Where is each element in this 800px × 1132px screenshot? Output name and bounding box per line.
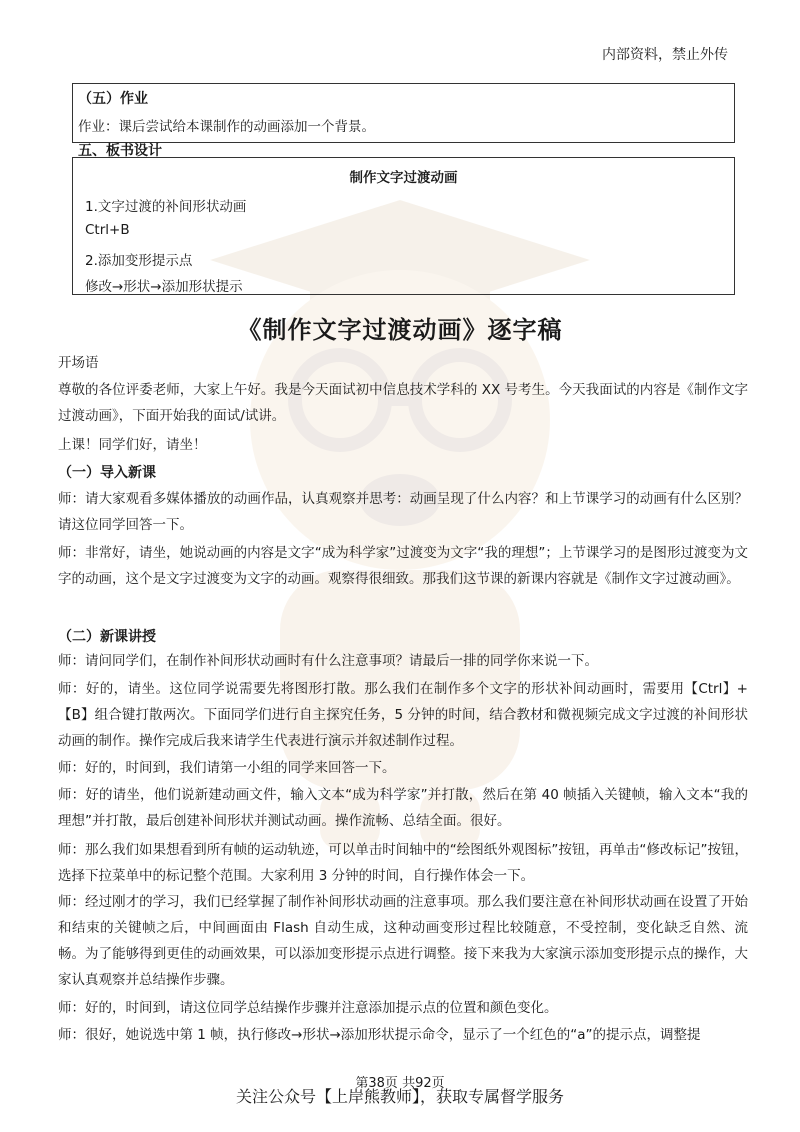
board-line: Ctrl+B <box>85 222 130 238</box>
script-title: 《制作文字过渡动画》逐字稿 <box>237 316 563 344</box>
homework-text: 作业：课后尝试给本课制作的动画添加一个背景。 <box>78 119 375 135</box>
section-heading-teach: （二）新课讲授 <box>58 629 156 645</box>
paragraph: 师：很好，她说选中第 1 帧，执行修改→形状→添加形状提示命令，显示了一个红色的“a”的提示点，调整提 <box>58 1027 701 1043</box>
paragraph: 师：那么我们如果想看到所有帧的运动轨迹，可以单击时间轴中的“绘图纸外观图标”按钮，再单击“修改标记”按钮，选择下拉菜单中的标记整个范围。大家利用 3 分钟的时间，自行操作体会一下。 <box>58 842 748 884</box>
board-line: 修改→形状→添加形状提示 <box>85 279 243 295</box>
board-title: 制作文字过渡动画 <box>349 170 458 186</box>
paragraph: 上课！同学们好，请坐！ <box>58 437 207 453</box>
board-line: 1.文字过渡的补间形状动画 <box>85 199 247 215</box>
header-confidential-note: 内部资料，禁止外传 <box>602 47 728 63</box>
paragraph: 师：好的，时间到，请这位同学总结操作步骤并注意添加提示点的位置和颜色变化。 <box>58 1000 558 1016</box>
board-line: 2.添加变形提示点 <box>85 253 193 269</box>
page-number: 第38页 共92页 <box>355 1076 445 1091</box>
paragraph: 师：请大家观看多媒体播放的动画作品，认真观察并思考：动画呈现了什么内容？和上节课学习的动画有什么区别？请这位同学回答一下。 <box>58 491 748 533</box>
homework-heading: （五）作业 <box>78 91 148 107</box>
section-heading-intro: （一）导入新课 <box>58 465 156 481</box>
paragraph: 师：好的，请坐。这位同学说需要先将图形打散。那么我们在制作多个文字的形状补间动画时，需要用【Ctrl】+【B】组合键打散两次。下面同学们进行自主探究任务，5 分钟的时间，结合教材和微视频完成文字过渡的补间形状动画的制作。操作完成后我来请学生代表进行演示并叙述制作过程。 <box>58 681 748 749</box>
opening-label: 开场语 <box>58 355 99 371</box>
paragraph: 师：经过刚才的学习，我们已经掌握了制作补间形状动画的注意事项。那么我们要注意在补间形状动画在设置了开始和结束的关键帧之后，中间画面由 Flash 自动生成，这种动画变形过程比较随意，不受控制，变化缺乏自然、流畅。为了能够得到更佳的动画效果，可以添加变形提示点进行调整。接下来我为大家演示添加变形提示点的操作，大家认真观察并总结操作步骤。 <box>58 894 748 988</box>
board-design-box <box>72 157 735 295</box>
paragraph: 师：好的，时间到，我们请第一小组的同学来回答一下。 <box>58 760 396 776</box>
paragraph: 师：好的请坐，他们说新建动画文件，输入文本“成为科学家”并打散，然后在第 40 帧插入关键帧，输入文本“我的理想”并打散，最后创建补间形状并测试动画。操作流畅、总结全面。很好。 <box>58 787 748 829</box>
paragraph: 师：请问同学们，在制作补间形状动画时有什么注意事项？请最后一排的同学你来说一下。 <box>58 653 598 669</box>
footer-promo: 关注公众号【上岸熊教师】，获取专属督学服务 <box>235 1087 564 1106</box>
paragraph: 师：非常好，请坐，她说动画的内容是文字“成为科学家”过渡变为文字“我的理想”；上节课学习的是图形过渡变为文字的动画，这个是文字过渡变为文字的动画。观察得很细致。那我们这节课的新课内容就是《制作文字过渡动画》。 <box>58 545 748 587</box>
board-design-heading: 五、板书设计 <box>78 143 162 159</box>
paragraph: 尊敬的各位评委老师，大家上午好。我是今天面试初中信息技术学科的 XX 号考生。今天我面试的内容是《制作文字过渡动画》，下面开始我的面试/试讲。 <box>58 382 748 424</box>
